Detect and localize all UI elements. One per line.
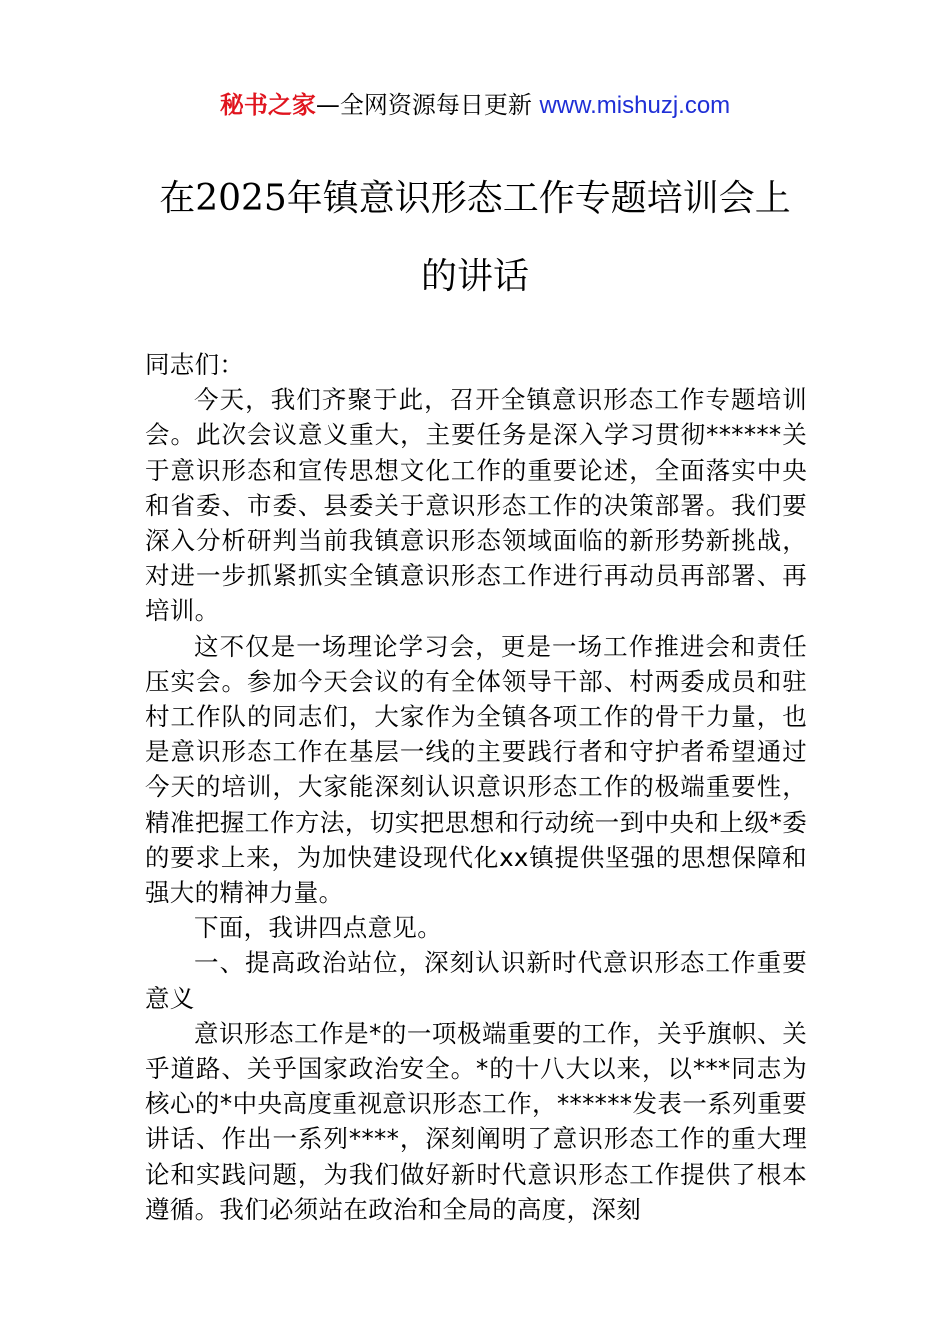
page-header: [0, 88, 950, 123]
brand-name: 秘书之家: [219, 91, 316, 119]
section-heading: 一、提高政治站位，深刻认识新时代意识形态工作重要意义: [145, 948, 807, 1013]
header-tagline: —全网资源每日更新: [315, 91, 532, 119]
salutation: 同志们：: [145, 350, 245, 379]
paragraph: 这不仅是一场理论学习会，更是一场工作推进会和责任压实会。参加今天会议的有全体领导干部、村两委成员和驻村工作队的同志们，大家作为全镇各项工作的骨干力量，也是意识形态工作在基层一线的主要践行者和守护者希望通过今天的培训，大家能深刻认识意识形态工作的极端重要性，精准把握工作方法，切实把思想和行动统一到中央和上级*委的要求上来，为加快建设现代化xx镇提供坚强的思想保障和强大的精神力量。: [145, 631, 807, 908]
document-title: 在2025年镇意识形态工作专题培训会上的讲话: [159, 178, 791, 297]
site-url-link[interactable]: www.mishuzj.com: [539, 92, 731, 119]
document-body: [145, 347, 807, 1227]
paragraph: 今天，我们齐聚于此，召开全镇意识形态工作专题培训会。此次会议意义重大，主要任务是深入学习贯彻******关于意识形态和宣传思想文化工作的重要论述，全面落实中央和省委、市委、县委关于意识形态工作的决策部署。我们要深入分析研判当前我镇意识形态领域面临的新形势新挑战，对进一步抓紧抓实全镇意识形态工作进行再动员再部署、再培训。: [145, 385, 807, 626]
paragraph: 下面，我讲四点意见。: [194, 913, 442, 943]
paragraph: 意识形态工作是*的一项极端重要的工作，关乎旗帜、关乎道路、关乎国家政治安全。*的十八大以来，以***同志为核心的*中央高度重视意识形态工作，******发表一系列重要讲话、作出一系列****，深刻阐明了意识形态工作的重大理论和实践问题，为我们做好新时代意识形态工作提供了根本遵循。我们必须站在政治和全局的高度，深刻: [145, 1018, 807, 1224]
